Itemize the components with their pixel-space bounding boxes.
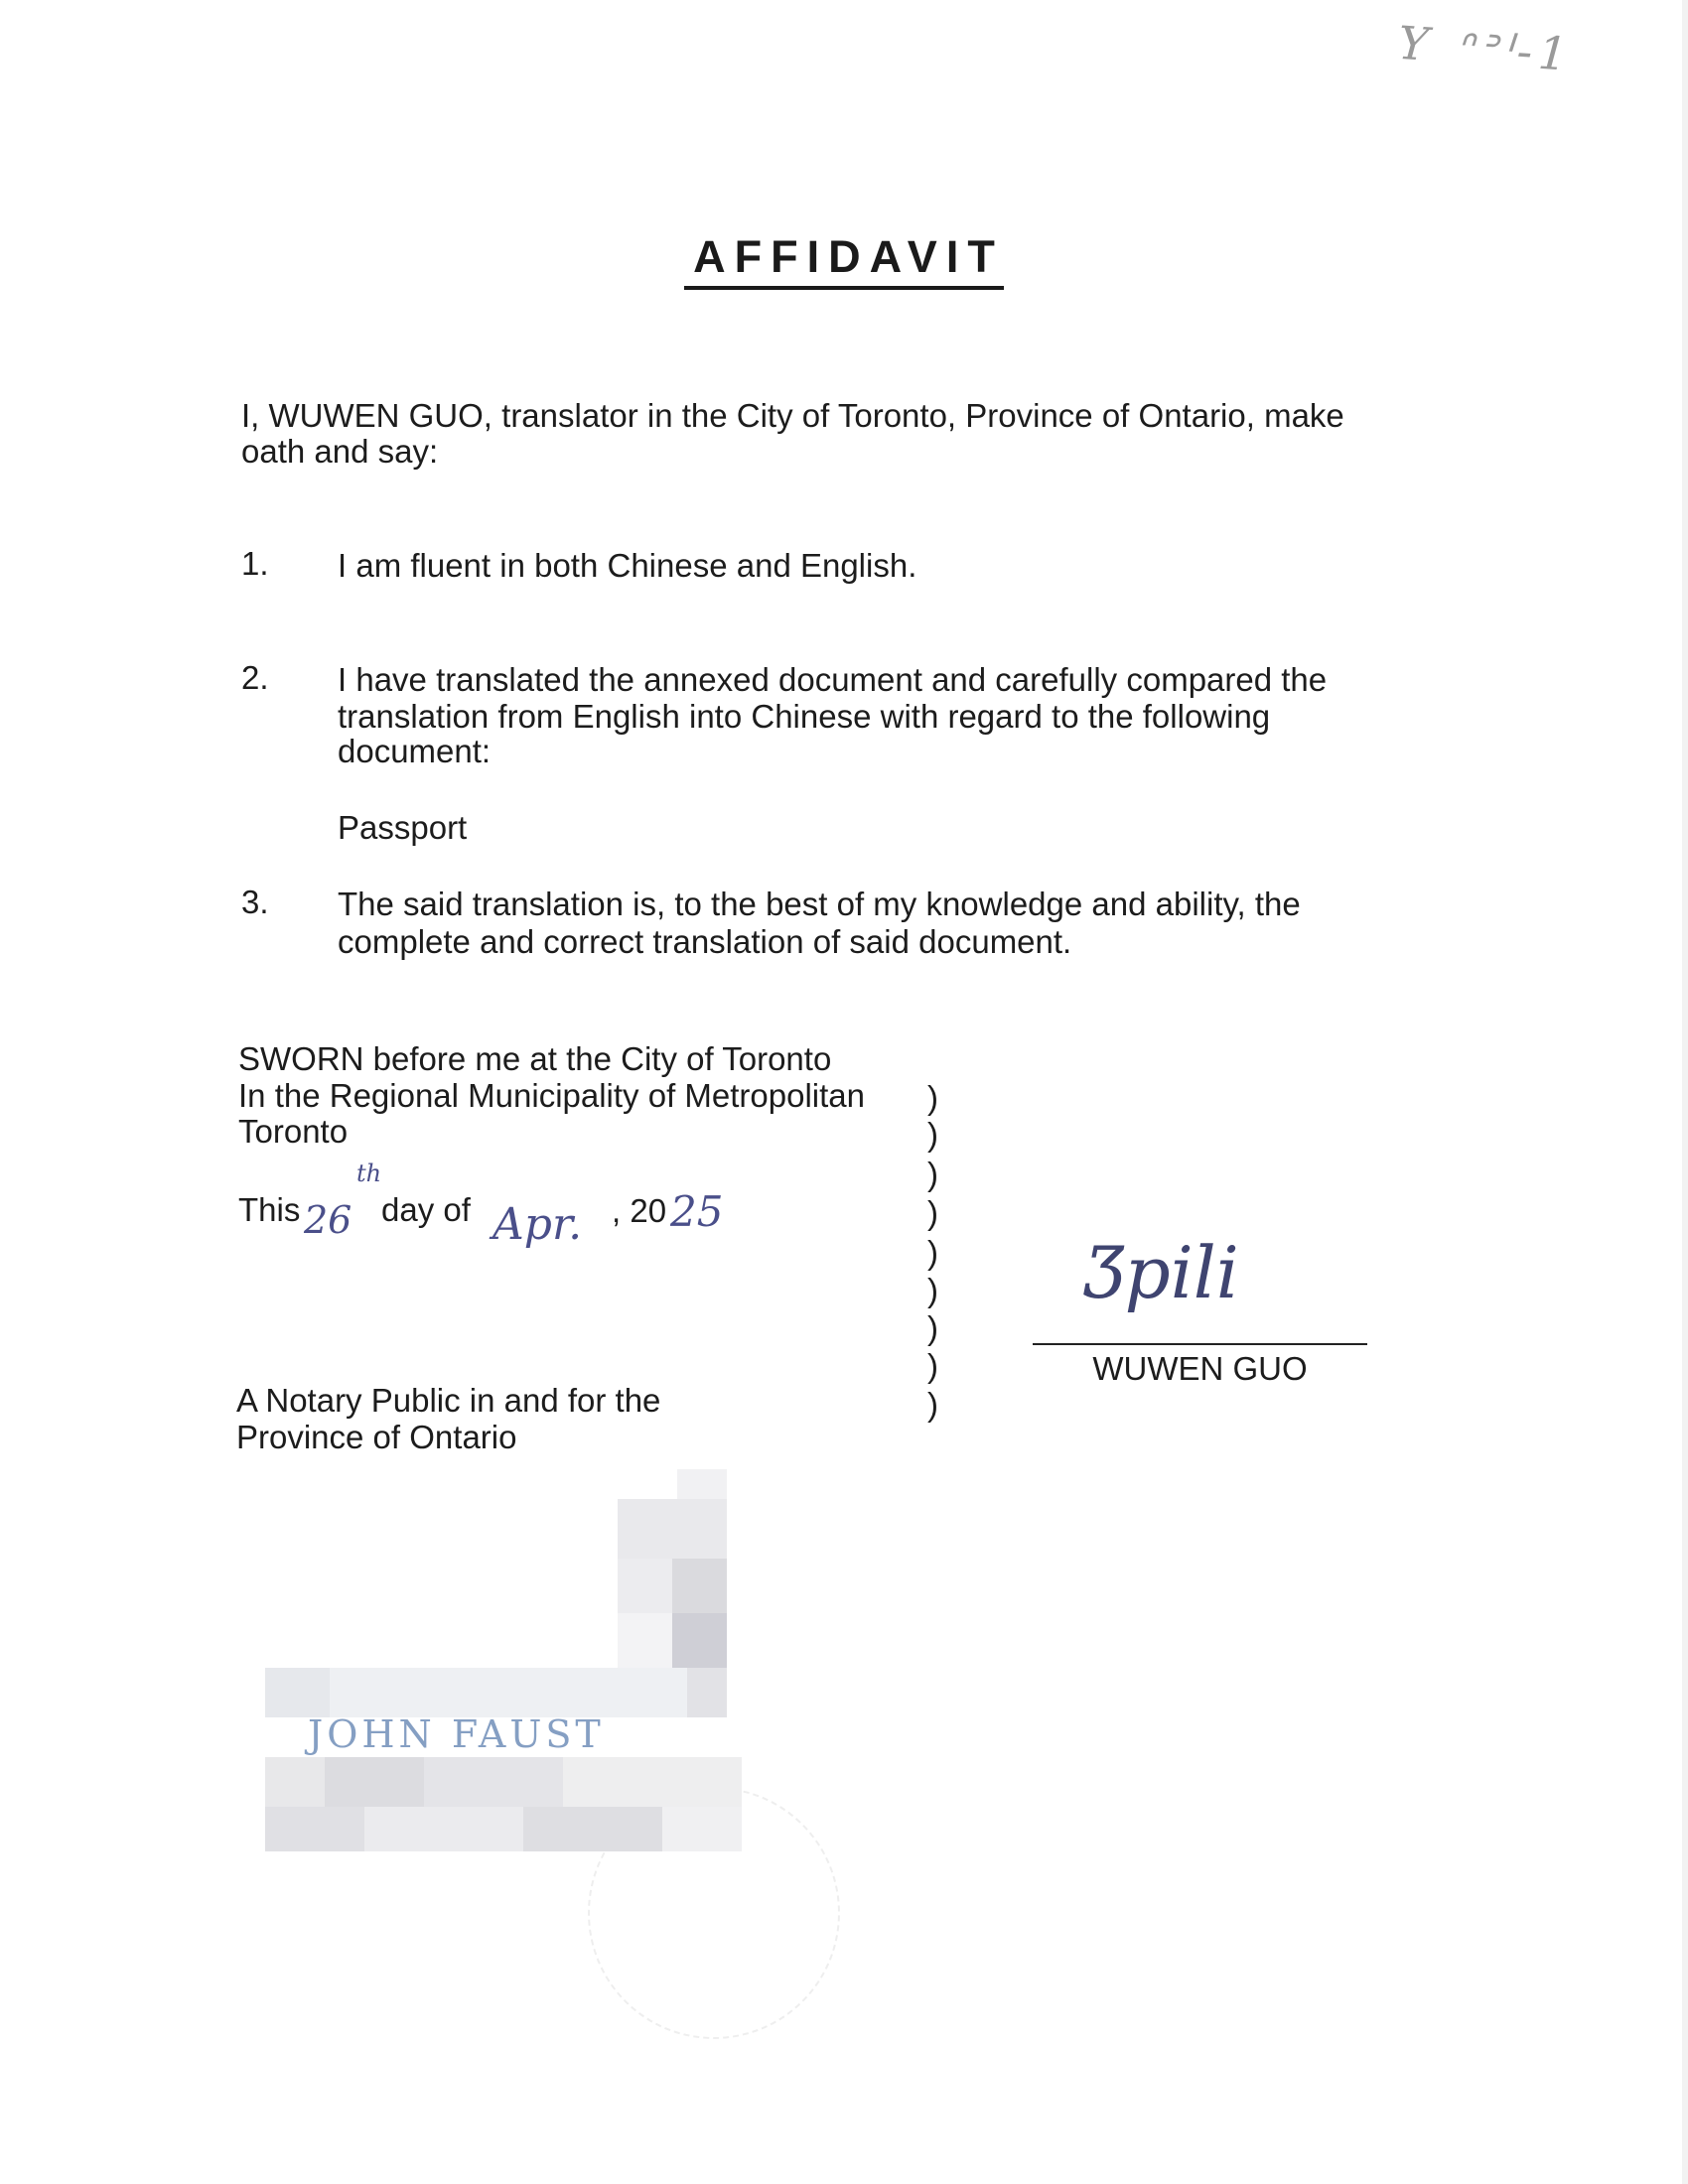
handwritten-signature: Ʒpili bbox=[1084, 1231, 1239, 1314]
redaction-pixel bbox=[325, 1757, 424, 1807]
redaction-pixel bbox=[618, 1499, 727, 1559]
redaction-pixel bbox=[662, 1807, 742, 1851]
redaction-pixel bbox=[672, 1559, 727, 1613]
redaction-pixel bbox=[265, 1807, 364, 1851]
redaction-pixel bbox=[265, 1757, 325, 1807]
paren-6: ) bbox=[927, 1272, 938, 1308]
paren-3: ) bbox=[927, 1156, 938, 1192]
item-2-line-3: document: bbox=[338, 733, 492, 769]
handwritten-year: 25 bbox=[670, 1187, 724, 1236]
item-2-line-1: I have translated the annexed document and carefully compared the bbox=[338, 661, 1328, 698]
signature-line bbox=[1033, 1343, 1367, 1345]
redaction-pixel bbox=[330, 1668, 687, 1717]
redaction-pixel bbox=[265, 1668, 330, 1717]
redacted-notary-stamp bbox=[260, 1459, 776, 1916]
item-2-number: 2. bbox=[241, 659, 269, 696]
jurat-line-3: Toronto bbox=[238, 1113, 349, 1150]
paren-5: ) bbox=[927, 1234, 938, 1271]
redaction-pixel bbox=[364, 1807, 523, 1851]
item-3-line-1: The said translation is, to the best of my knowledge and ability, the bbox=[338, 886, 1301, 922]
redaction-pixel bbox=[523, 1807, 662, 1851]
jurat-this-label: This bbox=[238, 1191, 301, 1228]
stamp-partial-text: JOHN FAUST bbox=[308, 1712, 605, 1756]
jurat-line-2: In the Regional Municipality of Metropolitan bbox=[238, 1077, 866, 1114]
item-2-line-2: translation from English into Chinese with regard to the following bbox=[338, 698, 1271, 735]
item-1-line-1: I am fluent in both Chinese and English. bbox=[338, 547, 917, 584]
item-3-number: 3. bbox=[241, 884, 269, 920]
redaction-pixel bbox=[618, 1559, 672, 1613]
item-3-line-2: complete and correct translation of said document. bbox=[338, 923, 1072, 960]
intro-line-2: oath and say: bbox=[241, 433, 439, 470]
handwritten-day-suffix: th bbox=[356, 1160, 382, 1187]
paren-4: ) bbox=[927, 1194, 938, 1231]
paren-8: ) bbox=[927, 1347, 938, 1384]
redaction-pixel bbox=[618, 1613, 672, 1668]
handwritten-corner-note: Y ᐢᐣᑊ-1 bbox=[1396, 15, 1576, 82]
signatory-name: WUWEN GUO bbox=[1092, 1350, 1308, 1387]
notary-line-2: Province of Ontario bbox=[236, 1419, 517, 1455]
intro-line-1: I, WUWEN GUO, translator in the City of Toronto, Province of Ontario, make bbox=[241, 397, 1344, 434]
item-1-number: 1. bbox=[241, 545, 269, 582]
handwritten-day: 26 bbox=[304, 1198, 352, 1242]
title-text: AFFIDAVIT bbox=[684, 230, 1004, 290]
redaction-pixel bbox=[424, 1757, 563, 1807]
paren-1: ) bbox=[927, 1079, 938, 1116]
notary-line-1: A Notary Public in and for the bbox=[236, 1382, 661, 1419]
paren-7: ) bbox=[927, 1309, 938, 1346]
redaction-pixel bbox=[563, 1757, 742, 1807]
jurat-line-1: SWORN before me at the City of Toronto bbox=[238, 1040, 832, 1077]
jurat-year-prefix: , 20 bbox=[612, 1192, 667, 1229]
handwritten-month: Apr. bbox=[492, 1199, 583, 1250]
paren-2: ) bbox=[927, 1116, 938, 1153]
item-2-document-name: Passport bbox=[338, 809, 468, 846]
paren-9: ) bbox=[927, 1386, 938, 1423]
document-title bbox=[0, 230, 1688, 290]
redaction-pixel bbox=[672, 1613, 727, 1668]
jurat-day-label: day of bbox=[381, 1191, 471, 1228]
scan-edge bbox=[1682, 0, 1688, 2184]
